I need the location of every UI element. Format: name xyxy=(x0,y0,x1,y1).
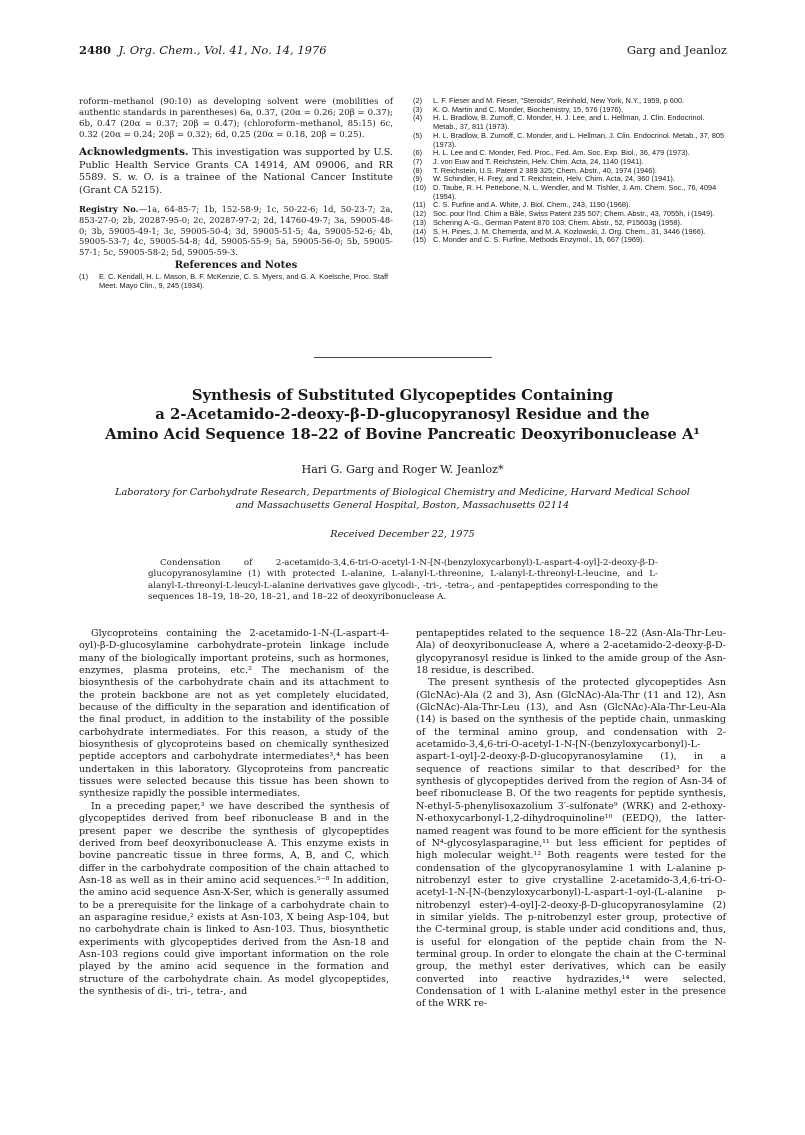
reference-text: H. L. Bradlow, B. Zumoff, C. Monder, and L. Hellman, J. Clin. Endocrinol. Metab., 37, 805 (1973). xyxy=(433,130,725,149)
header-left xyxy=(79,43,327,57)
reference-text: C. S. Furfine and A. White, J. Biol. Chem., 243, 1190 (1968). xyxy=(433,200,631,210)
ack-text: This investigation was supported by U.S. Public Health Service Grants CA 14914, AM 09006, and RR 5589. S. w. O. is a trainee of the National Cancer Institute (Grant CA 5215). xyxy=(79,147,393,196)
previous-article-left-column xyxy=(79,97,393,291)
reference-number: (11) xyxy=(413,200,426,210)
reference-text: K. O. Martin and C. Monder, Biochemistry, 15, 576 (1976). xyxy=(433,104,624,114)
reference-text: S. H. Pines, J. M. Chemerda, and M. A. Kozlowski, J. Org. Chem., 31, 3446 (1966). xyxy=(433,226,706,236)
affiliation-line: and Massachusetts General Hospital, Boston, Massachusetts 02114 xyxy=(235,499,570,511)
page-number: 2480 xyxy=(79,43,112,57)
reference-text: T. Reichstein, U.S. Patent 2 389 325; Chem. Abstr., 40, 1974 (1946). xyxy=(433,165,657,175)
reference-number: (4) xyxy=(413,113,423,123)
reference-number: (5) xyxy=(413,130,423,140)
reference-number: (6) xyxy=(413,148,423,158)
reference-text: H. L. Lee and C. Monder, Fed. Proc., Fed. Am. Soc. Exp. Biol., 36, 479 (1973). xyxy=(433,148,690,158)
affiliation-line: Laboratory for Carbohydrate Research, Departments of Biological Chemistry and Medicine, Harvard Medical School xyxy=(115,487,690,498)
paragraph: Glycoproteins containing the 2-acetamido-1-N-(L-aspart-4-oyl)-β-D-glucosylamine carbohydrate–protein linkage include many of the biologically important proteins, such as hormones, enzymes, plasma proteins, etc.² The mechanism of the biosynthesis of the carbohydrate chain and its attachment to the protein backbone are not as yet completely elucidated, because of the difficulty in the separation and identification of the final product, in addition to the instability of the possible carbohydrate intermediates. For this reason, a study of the biosynthesis of glycoproteins based on chemically synthesized peptide acceptors and carbohydrate intermediates³,⁴ has been undertaken in this laboratory. Glycoproteins from pancreatic tissues were selected because this tissue has been shown to synthesize rapidly the possible intermediates. xyxy=(79,628,389,800)
reference-item xyxy=(79,273,393,290)
acknowledgments xyxy=(79,146,393,197)
reference-number: (13) xyxy=(413,217,427,227)
reference-number: (2) xyxy=(413,96,423,105)
continued-text: roform–methanol (90:10) as developing solvent were (mobilities of authentic standards in parentheses) 6a, 0.37, (20α = 0.26; 20β = 0.37); 6b, 0.47 (20α = 0.37; 20β = 0.47); (chloroform–methanol, 85:15) 6c, 0.32 (20α = 0.24; 20β = 0.32); 6d, 0.25 (20α = 0.18, 20β = 0.25). xyxy=(79,97,393,140)
reference-number: (9) xyxy=(413,174,423,184)
article-authors: Hari G. Garg and Roger W. Jeanloz* xyxy=(301,463,504,476)
running-header xyxy=(79,43,727,59)
registry-numbers xyxy=(79,204,393,257)
references-heading: References and Notes xyxy=(174,260,298,272)
ack-heading: Acknowledgments. xyxy=(79,146,189,158)
paragraph: The present synthesis of the protected glycopeptides Asn (GlcNAc)-Ala (2 and 3), Asn (GlcNAc)-Ala-Thr (11 and 12), Asn (GlcNAc)-Ala-Thr-Leu (13), and Asn (GlcNAc)-Ala-Thr-Leu-Ala (14) is based on the synthesis of the peptide chain, unmasking of the terminal amino group, and condensation with 2-acetamido-3,4,6-tri-O-acetyl-1-N-[N-(benzyloxycarbonyl)-L-aspart-1-oyl]-2-deoxy-β-D-glucopyranosylamine (1), in a sequence of reactions similar to that described³ for the synthesis of glycopeptides derived from the region of Asn-34 of beef ribonuclease B. Of the two reagents for peptide synthesis, N-ethyl-5-phenylisoxazolium 3′-sulfonate⁹ (WRK) and 2-ethoxy-N-ethoxycarbonyl-1,2-dihydroquinoline¹⁰ (EEDQ), the latter-named reagent was found to be more efficient for the synthesis of N⁴-glycosylasparagine,¹¹ but less efficient for peptides of high molecular weight.¹² Both reagents were tested for the condensation of the glycopyranosylamine 1 with L-alanine p-nitrobenzyl ester to give crystalline 2-acetamido-3,4,6-tri-O-acetyl-1-N-[N-(benzyloxycarbonyl)-L-aspart-1-oyl-(L-alanine p-nitrobenzyl ester)-4-oyl]-2-deoxy-β-D-glucopyranosylamine (2) in similar yields. The p-nitrobenzyl ester group, protective of the C-terminal group, is stable under acid conditions and, thus, is useful for elongation of the peptide chain from the N-terminal group. In order to elongate the chain at the C-terminal group, the methyl ester derivatives, which can be easily converted into reactive hydrazides,¹⁴ were selected. Condensation of 1 with L-alanine methyl ester in the presence of the WRK re- xyxy=(416,677,726,1010)
reference-text: J. von Euw and T. Reichstein, Helv. Chim. Acta, 24, 1140 (1941). xyxy=(433,156,644,166)
title-line: a 2-Acetamido-2-deoxy-β-D-glucopyranosyl Residue and the xyxy=(155,406,650,424)
reference-number: (12) xyxy=(413,209,427,219)
reference-text: Soc. pour l'Ind. Chim a Bâle, Swiss Patent 235 507; Chem. Abstr., 43, 7055h, i (1949). xyxy=(433,209,715,219)
previous-article-end xyxy=(79,97,726,347)
reference-number: (8) xyxy=(413,165,423,175)
reference-text: Schering A.-G., German Patent 870 103; Chem. Abstr., 52, P15603g (1958). xyxy=(433,217,682,227)
section-divider xyxy=(314,357,492,358)
reference-text: W. Schindler, H. Frey, and T. Reichstein, Helv. Chim. Acta, 24, 360 (1941). xyxy=(433,174,675,184)
registry-heading: Registry No. xyxy=(79,204,139,215)
affiliation xyxy=(100,487,705,512)
title-line: Amino Acid Sequence 18–22 of Bovine Pancreatic Deoxyribonuclease A¹ xyxy=(105,425,700,443)
reference-text: C. Monder and C. S. Furfine, Methods Enzymol., 15, 667 (1969). xyxy=(433,235,645,245)
reference-number: (3) xyxy=(413,104,423,114)
reference-text: H. L. Bradlow, B. Zumoff, C. Monder, H. J. Lee, and L. Hellman, J. Clin. Endocrinol. Metab., 37, 811 (1973). xyxy=(433,113,705,132)
reference-number: (14) xyxy=(413,226,427,236)
registry-text: —1a, 64-85-7; 1b, 152-58-9; 1c, 50-22-6; 1d, 50-23-7; 2a, 853-27-0; 2b, 20287-95-0; 2c, 20287-97-2; 2d, 14760-49-7; 3a, 59005-48-0; 3b, 59005-49-1; 3c, 59005-50-4; 3d, 59005-51-5; 4a, 59005-52-6; 4b, 59005-53-7; 4c, 59005-54-8; 4d, 59005-55-9; 5a, 59005-56-0; 5b, 59005-57-1; 5c, 59005-58-2; 5d, 59005-59-3. xyxy=(79,204,393,257)
journal-citation: J. Org. Chem., Vol. 41, No. 14, 1976 xyxy=(118,43,327,57)
reference-number: (15) xyxy=(413,235,427,245)
abstract: Condensation of 2-acetamido-3,4,6-tri-O-acetyl-1-N-[N-(benzyloxycarbonyl)-L-aspart-4-oyl]-2-deoxy-β-D-glucopyranosylamine (1) with protected L-alanine, L-alanyl-L-threonine, L-alanyl-L-threonyl-L-leucine, and L-alanyl-L-threonyl-L-leucyl-L-alanine derivatives gave glycodi-, -tri-, -tetra-, and -pentapeptides corresponding to the sequences 18–19, 18–20, 18–21, and 18–22 of deoxyribonuclease A. xyxy=(148,558,658,603)
article-body xyxy=(79,628,726,1088)
reference-text: E. C. Kendall, H. L. Mason, B. F. McKenzie, C. S. Myers, and G. A. Koelsche, Proc. Staff Meet. Mayo Clin., 9, 245 (1934). xyxy=(99,272,389,291)
reference-item xyxy=(413,184,727,201)
reference-item xyxy=(413,236,727,245)
references-right-column xyxy=(413,97,727,245)
reference-item xyxy=(413,114,727,131)
reference-number: (7) xyxy=(413,156,423,166)
reference-item xyxy=(413,132,727,149)
body-left-column xyxy=(79,628,389,998)
reference-text: D. Taube, R. H. Pettebone, N. L. Wendler, and M. Tishler, J. Am. Chem. Soc., 76, 4094 (1954). xyxy=(433,183,717,201)
reference-number: (10) xyxy=(413,183,427,193)
paragraph: In a preceding paper,³ we have described the synthesis of glycopeptides derived from beef ribonuclease B and in the present paper we describe the synthesis of glycopeptides derived from beef deoxyribonuclease A. This enzyme exists in bovine pancreatic tissue in three forms, A, B, and C, which differ in the carbohydrate composition of the chain attached to Asn-18 as well as in their amino acid sequences.⁵⁻⁸ In addition, the amino acid sequence Asn-X-Ser, which is generally assumed to be a prerequisite for the linkage of a carbohydrate chain to an asparagine residue,² exists at Asn-103, X being Asp-104, but no carbohydrate chain is linked to Asn-103. Thus, biosynthetic experiments with glycopeptides derived from the Asn-18 and Asn-103 regions could give important information on the role played by the amino acid sequence in the formation and structure of the carbohydrate chain. As model glycopeptides, the synthesis of di-, tri-, tetra-, and xyxy=(79,800,389,997)
article-title xyxy=(79,386,726,444)
received-date: Received December 22, 1975 xyxy=(330,529,475,540)
header-authors: Garg and Jeanloz xyxy=(626,43,727,57)
body-right-column xyxy=(416,628,726,1011)
paragraph: pentapeptides related to the sequence 18–22 (Asn-Ala-Thr-Leu-Ala) of deoxyribonuclease A, where a 2-acetamido-2-deoxy-β-D-glycopyranosyl residue is linked to the amide group of the Asn-18 residue, is described. xyxy=(416,628,726,677)
reference-text: L. F. Fieser and M. Fieser, "Steroids", Reinhold, New York, N.Y., 1959, p 600. xyxy=(433,96,685,105)
reference-number: (1) xyxy=(79,272,89,282)
title-line: Synthesis of Substituted Glycopeptides Containing xyxy=(191,387,614,404)
